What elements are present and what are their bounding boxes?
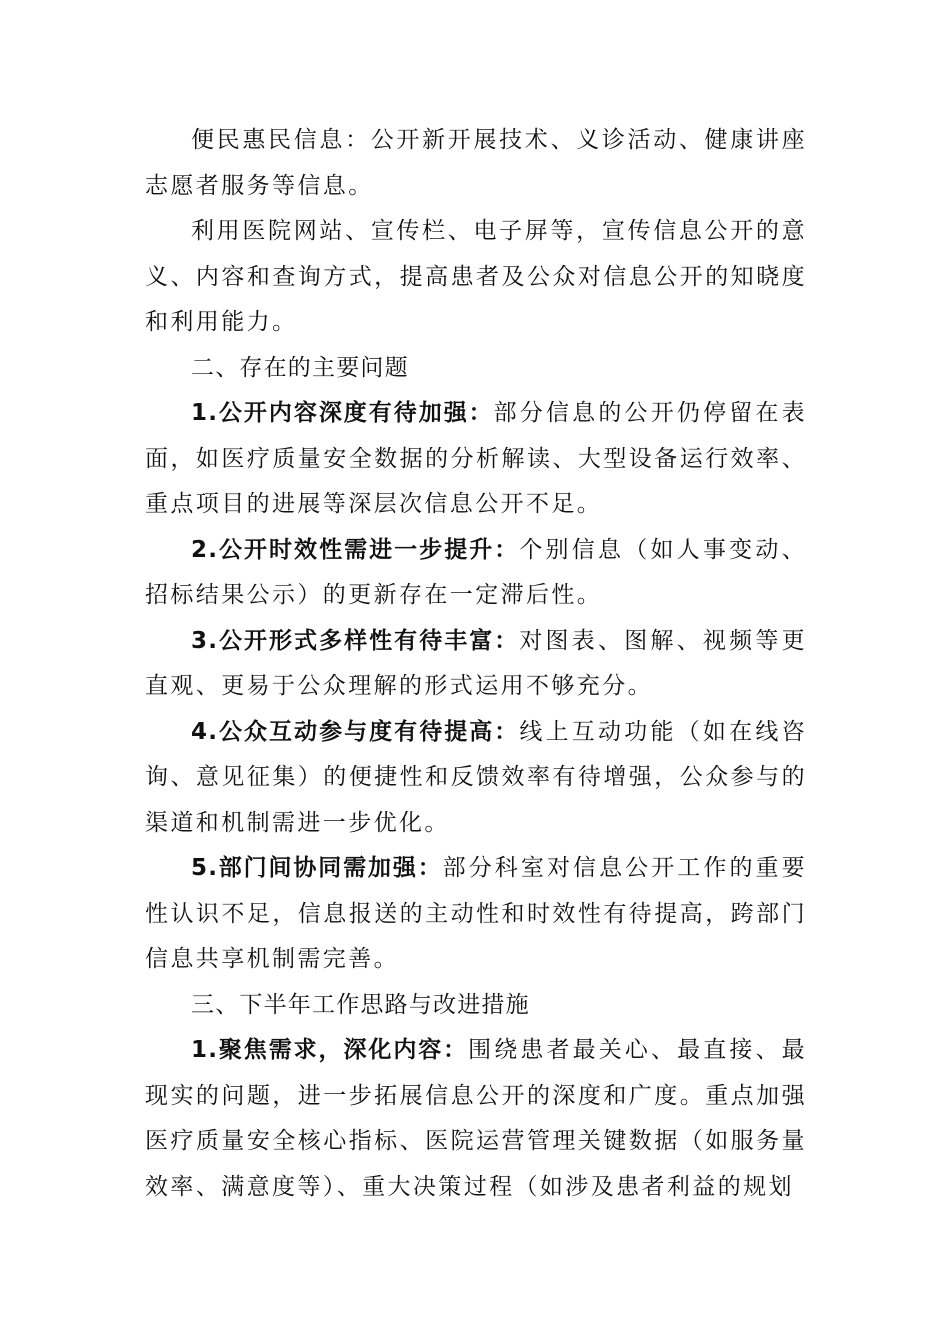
item-lead: 5.部门间协同需加强： — [191, 855, 443, 881]
item-text: 个别信息（如人事变动、招标结果公示）的更新存在一定滞后性。 — [145, 536, 807, 608]
item-text: 部分科室对信息公开工作的重要性认识不足，信息报送的主动性和时效性有待提高，跨部门信息共享机制需完善。 — [145, 855, 807, 972]
problem-item-5 — [145, 846, 807, 983]
paragraph-text: 便民惠民信息：公开新开展技术、义诊活动、健康讲座志愿者服务等信息。 — [145, 127, 807, 199]
document-body — [145, 118, 807, 1210]
problem-item-1 — [145, 391, 807, 528]
item-lead: 1.聚焦需求，深化内容： — [191, 1037, 469, 1063]
item-text: 对图表、图解、视频等更直观、更易于公众理解的形式运用不够充分。 — [145, 627, 807, 699]
item-lead: 1.公开内容深度有待加强： — [191, 400, 494, 426]
item-lead: 4.公众互动参与度有待提高： — [191, 718, 520, 745]
measure-item-1 — [145, 1028, 807, 1210]
item-lead: 3.公开形式多样性有待丰富： — [191, 627, 520, 654]
item-lead: 2.公开时效性需进一步提升： — [191, 536, 520, 563]
paragraph-text: 利用医院网站、宣传栏、电子屏等，宣传信息公开的意义、内容和查询方式，提高患者及公众对信息公开的知晓度和利用能力。 — [145, 218, 807, 335]
paragraph-publicity — [145, 209, 807, 346]
problem-item-3 — [145, 619, 807, 710]
problem-item-4 — [145, 710, 807, 847]
item-text: 部分信息的公开仍停留在表面，如医疗质量安全数据的分析解读、大型设备运行效率、重点项目的进展等深层次信息公开不足。 — [145, 400, 807, 517]
paragraph-convenience-info — [145, 118, 807, 209]
section-heading-measures — [145, 983, 807, 1029]
heading-text: 二、存在的主要问题 — [191, 354, 409, 381]
item-text: 围绕患者最关心、最直接、最现实的问题，进一步拓展信息公开的深度和广度。重点加强医疗质量安全核心指标、医院运营管理关键数据（如服务量效率、满意度等）、重大决策过程（如涉及患者利益的规划 — [145, 1037, 807, 1200]
heading-text: 三、下半年工作思路与改进措施 — [191, 991, 530, 1018]
section-heading-problems — [145, 346, 807, 392]
item-text: 线上互动功能（如在线咨询、意见征集）的便捷性和反馈效率有待增强，公众参与的渠道和机制需进一步优化。 — [145, 718, 807, 836]
problem-item-2 — [145, 528, 807, 619]
